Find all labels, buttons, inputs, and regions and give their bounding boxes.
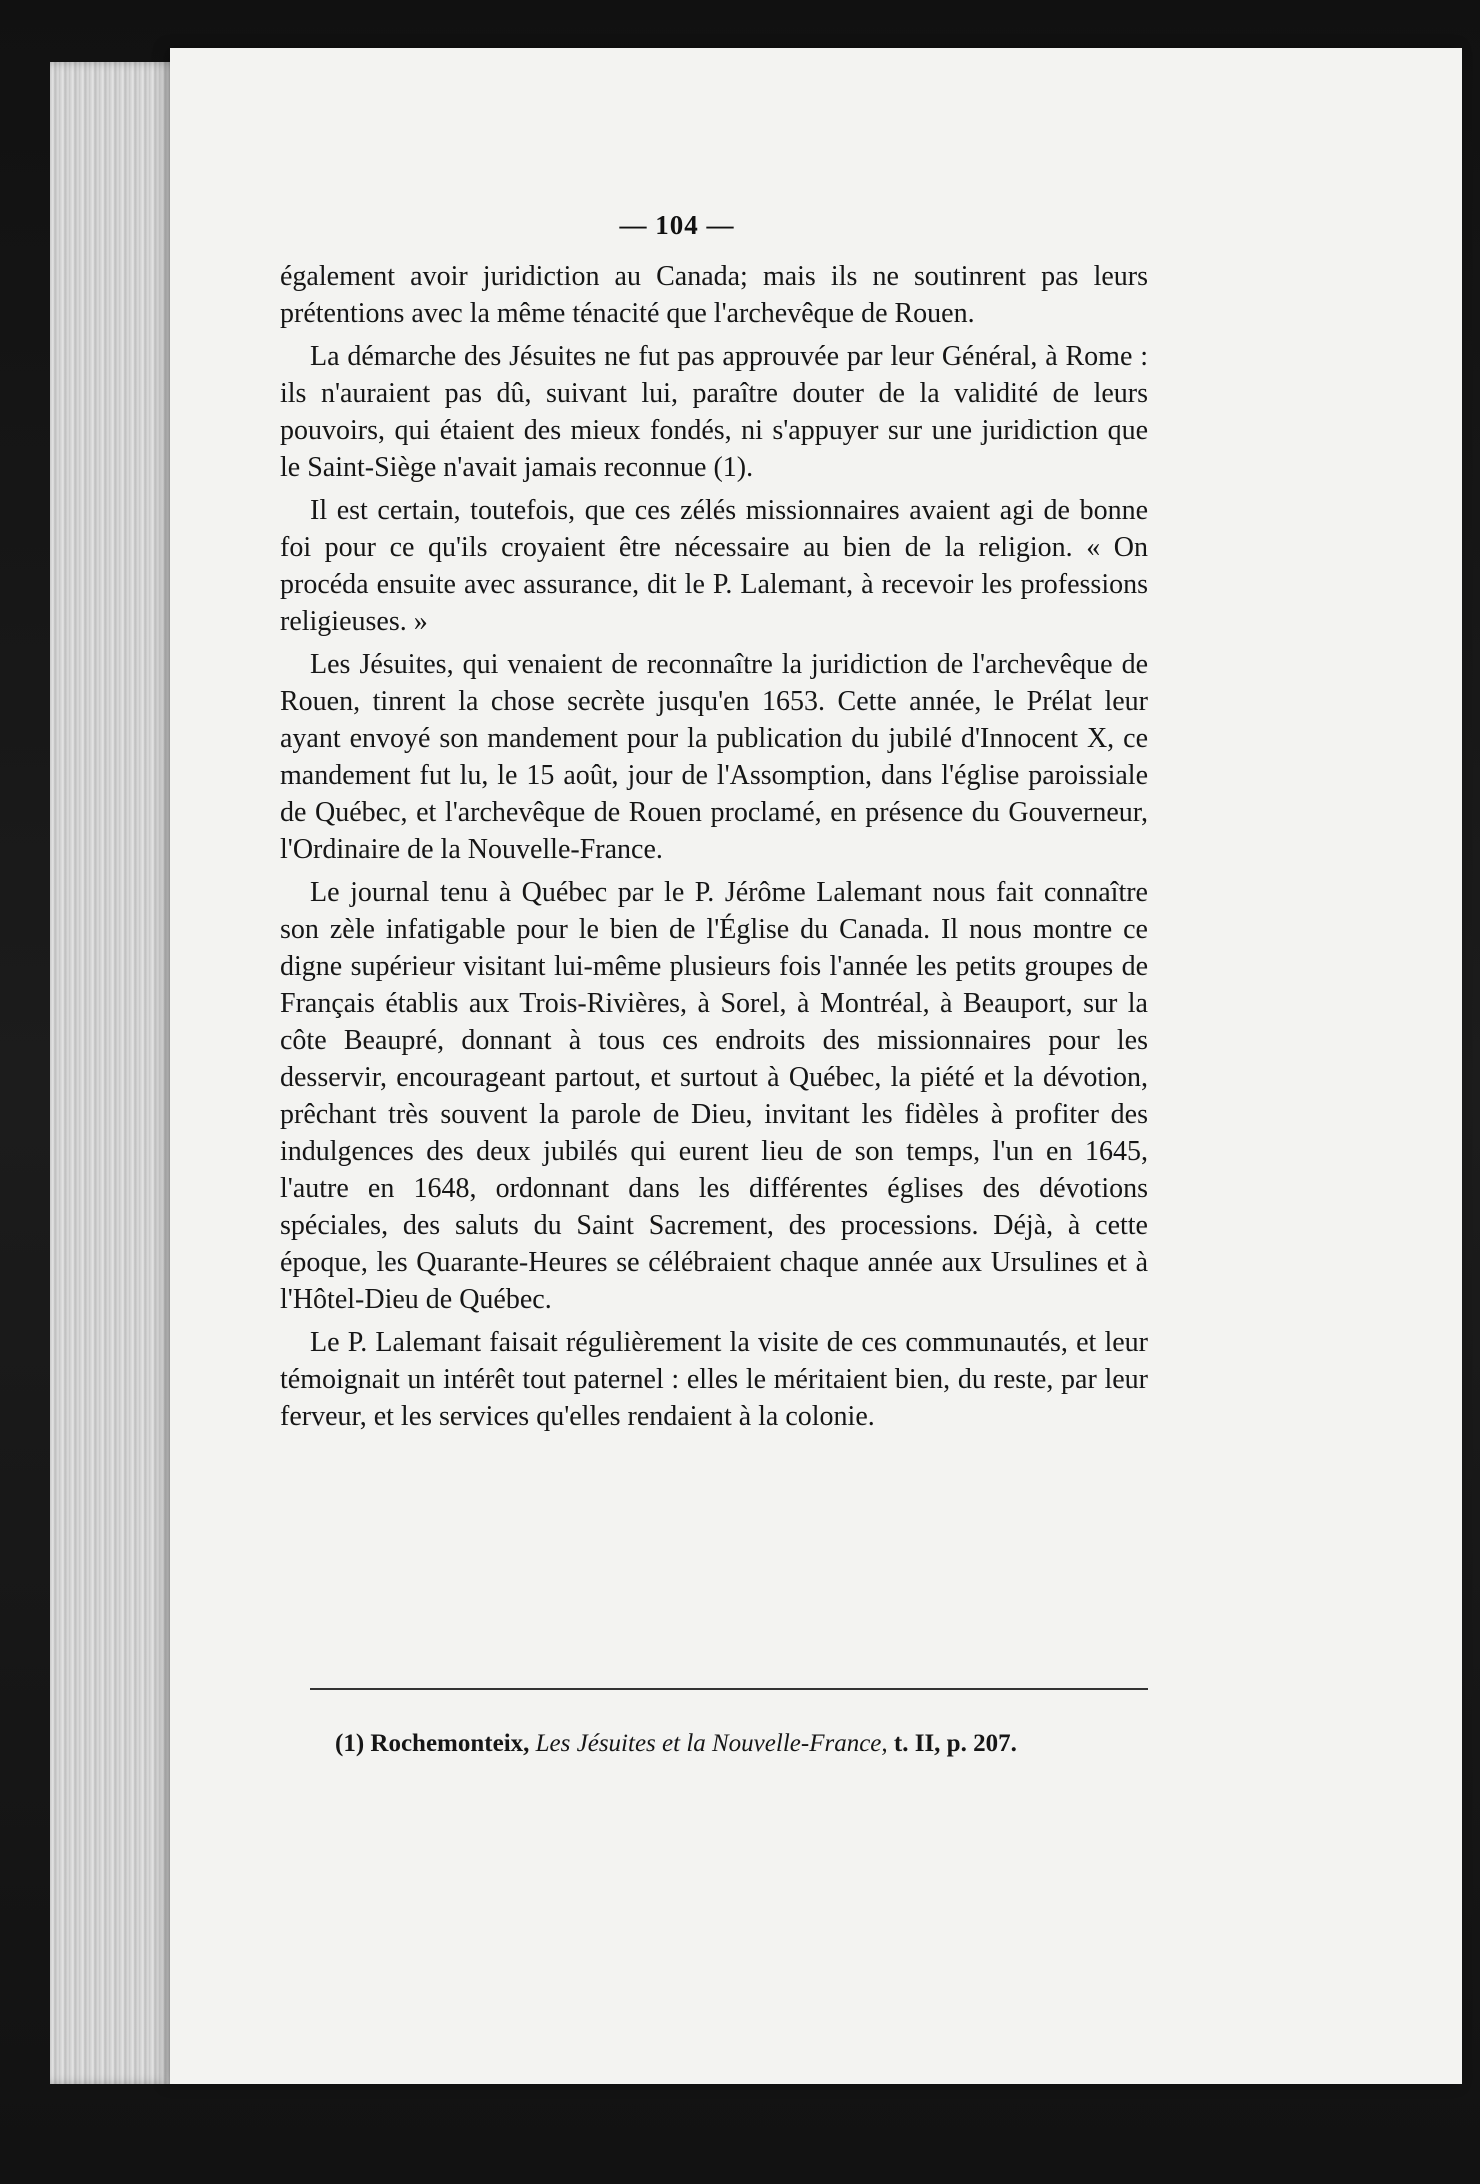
paragraph: Il est certain, toutefois, que ces zélés missionnaires avaient agi de bonne foi pour ce qu'ils croyaient être nécessaire au bien de la religion. « On procéda ensuite avec assurance, dit le P. Lalemant, à recevoir les professions religieuses. » bbox=[280, 495, 1148, 637]
paragraph: La démarche des Jésuites ne fut pas approuvée par leur Général, à Rome : ils n'auraient pas dû, suivant lui, paraître douter de la validité de leurs pouvoirs, qui étaient des mieux fondés, ni s'appuyer sur une juridiction que le Saint-Siège n'avait jamais reconnue (1). bbox=[280, 341, 1148, 483]
footnote-separator bbox=[310, 1688, 1148, 1690]
footnote-author: (1) Rochemonteix, bbox=[335, 1730, 530, 1757]
paragraph: Le P. Lalemant faisait régulièrement la visite de ces communautés, et leur témoignait un intérêt tout paternel : elles le méritaient bien, du reste, par leur ferveur, et les services qu'elles rendaient à la colonie. bbox=[280, 1327, 1148, 1432]
paragraph: Les Jésuites, qui venaient de reconnaître la juridiction de l'archevêque de Rouen, tinrent la chose secrète jusqu'en 1653. Cette année, le Prélat leur ayant envoyé son mandement pour la publication du jubilé d'Innocent X, ce mandement fut lu, le 15 août, jour de l'Assomption, dans l'église paroissiale de Québec, et l'archevêque de Rouen proclamé, en présence du Gouverneur, l'Ordinaire de la Nouvelle-France. bbox=[280, 649, 1148, 865]
page-number: — 104 — bbox=[619, 210, 735, 240]
footnote bbox=[335, 1730, 1175, 1758]
paragraph: Le journal tenu à Québec par le P. Jérôme Lalemant nous fait connaître son zèle infatigable pour le bien de l'Église du Canada. Il nous montre ce digne supérieur visitant lui-même plusieurs fois l'année les petits groupes de Français établis aux Trois-Rivières, à Sorel, à Montréal, à Beauport, sur la côte Beaupré, donnant à tous ces endroits des missionnaires pour les desservir, encourageant partout, et surtout à Québec, la piété et la dévotion, prêchant très souvent la parole de Dieu, invitant les fidèles à profiter des indulgences des deux jubilés qui eurent lieu de son temps, l'un en 1645, l'autre en 1648, ordonnant dans les différentes églises des dévotions spéciales, des saluts du Saint Sacrement, des processions. Déjà, à cette époque, les Quarante-Heures se célébraient chaque année aux Ursulines et à l'Hôtel-Dieu de Québec. bbox=[280, 877, 1148, 1315]
footnote-title: Les Jésuites et la Nouvelle-France, bbox=[535, 1730, 888, 1757]
footnote-reference: t. II, p. 207. bbox=[893, 1730, 1017, 1757]
body-text bbox=[280, 258, 1148, 1441]
paragraph-continuation: également avoir juridiction au Canada; mais ils ne soutinrent pas leurs prétentions avec la même ténacité que l'archevêque de Rouen. bbox=[280, 261, 1148, 329]
